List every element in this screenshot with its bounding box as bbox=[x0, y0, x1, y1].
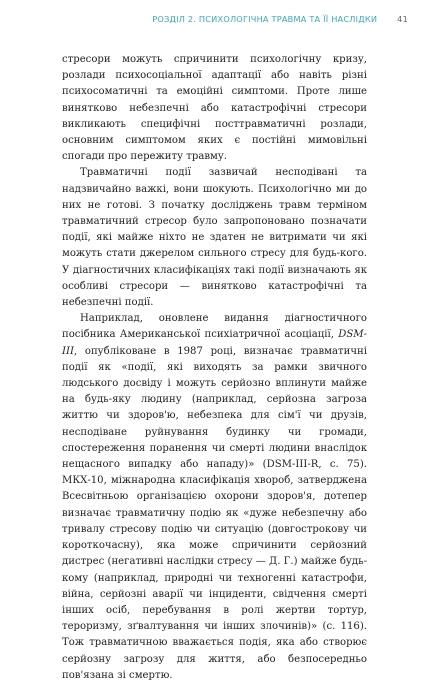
paragraph bbox=[62, 165, 367, 311]
paragraph bbox=[62, 52, 367, 165]
text-run: Наприклад, оновлене видання діагностичного посібника Американської психіатричної асоціації, bbox=[62, 313, 367, 341]
running-header bbox=[0, 14, 408, 24]
text-run: Травматичні події зазвичай несподівані та надзвичайно важкі, вони шокують. Психологічно ми до них не готові. З початку досліджень травм терміном травматичний стресор було запропоновано позначати події, які майже ніхто не здатен не витримати чи які можуть стати джерелом сильного стресу для будь-кого. У діагностичних класифікаціях такі події визначають як особливі стресори — винятково катастрофічні та небезпечні події. bbox=[62, 167, 367, 309]
italic-title: DSM-III bbox=[62, 329, 367, 357]
text-run: , опубліковане в 1987 році, визначає травматичні події як «події, які виходять за рамки звичного людського досвіду і можуть серйозно вплинути майже на будь-яку людину (наприклад, серйозна загроза життю чи здоров'ю, небезпека для сім'ї чи друзів, несподіване руйнування будинку чи громади, спостереження поранення чи смерті людини внаслідок нещасного випадку або нападу)» (DSM-III-R, с. 75). МКХ-10, міжнародна класифікація хвороб, затверджена Всесвітньою організацією охорони здоров'я, дотепер визначає травматичну подію як «дуже небезпечну або тривалу стресову подію чи ситуацію (довгострокову чи короткочасну), яка може спричинити серйозний дистрес (негативні наслідки стресу — Д. Г.) майже будь-кому (наприклад, природні чи техногенні катастрофи, війна, серйозні аварії чи інциденти, свідчення смерті інших осіб, перебування в ролі жертви тортур, тероризму, зґвалтування чи інших злочинів)» (с. 116). Тож травматичною вважається подія, яка або створює серйозну загрозу для життя, або безпосередньо пов'язана зі смертю. bbox=[62, 345, 367, 681]
text-run: стресори можуть спричинити психологічну кризу, розлади психосоціальної адаптації або навіть різні психосоматичні та емоційні симптоми. Проте лише винятково небезпечні або катастрофічні стресори викликають специфічні посттравматичні розлади, основним симптомом яких є постійні мимовільні спогади про пережиту травму. bbox=[62, 54, 367, 163]
page-number: 41 bbox=[397, 14, 408, 24]
paragraph bbox=[62, 311, 367, 684]
body-text bbox=[62, 52, 367, 684]
chapter-title: РОЗДІЛ 2. ПСИХОЛОГІЧНА ТРАВМА ТА ЇЇ НАСЛІДКИ bbox=[152, 14, 378, 24]
